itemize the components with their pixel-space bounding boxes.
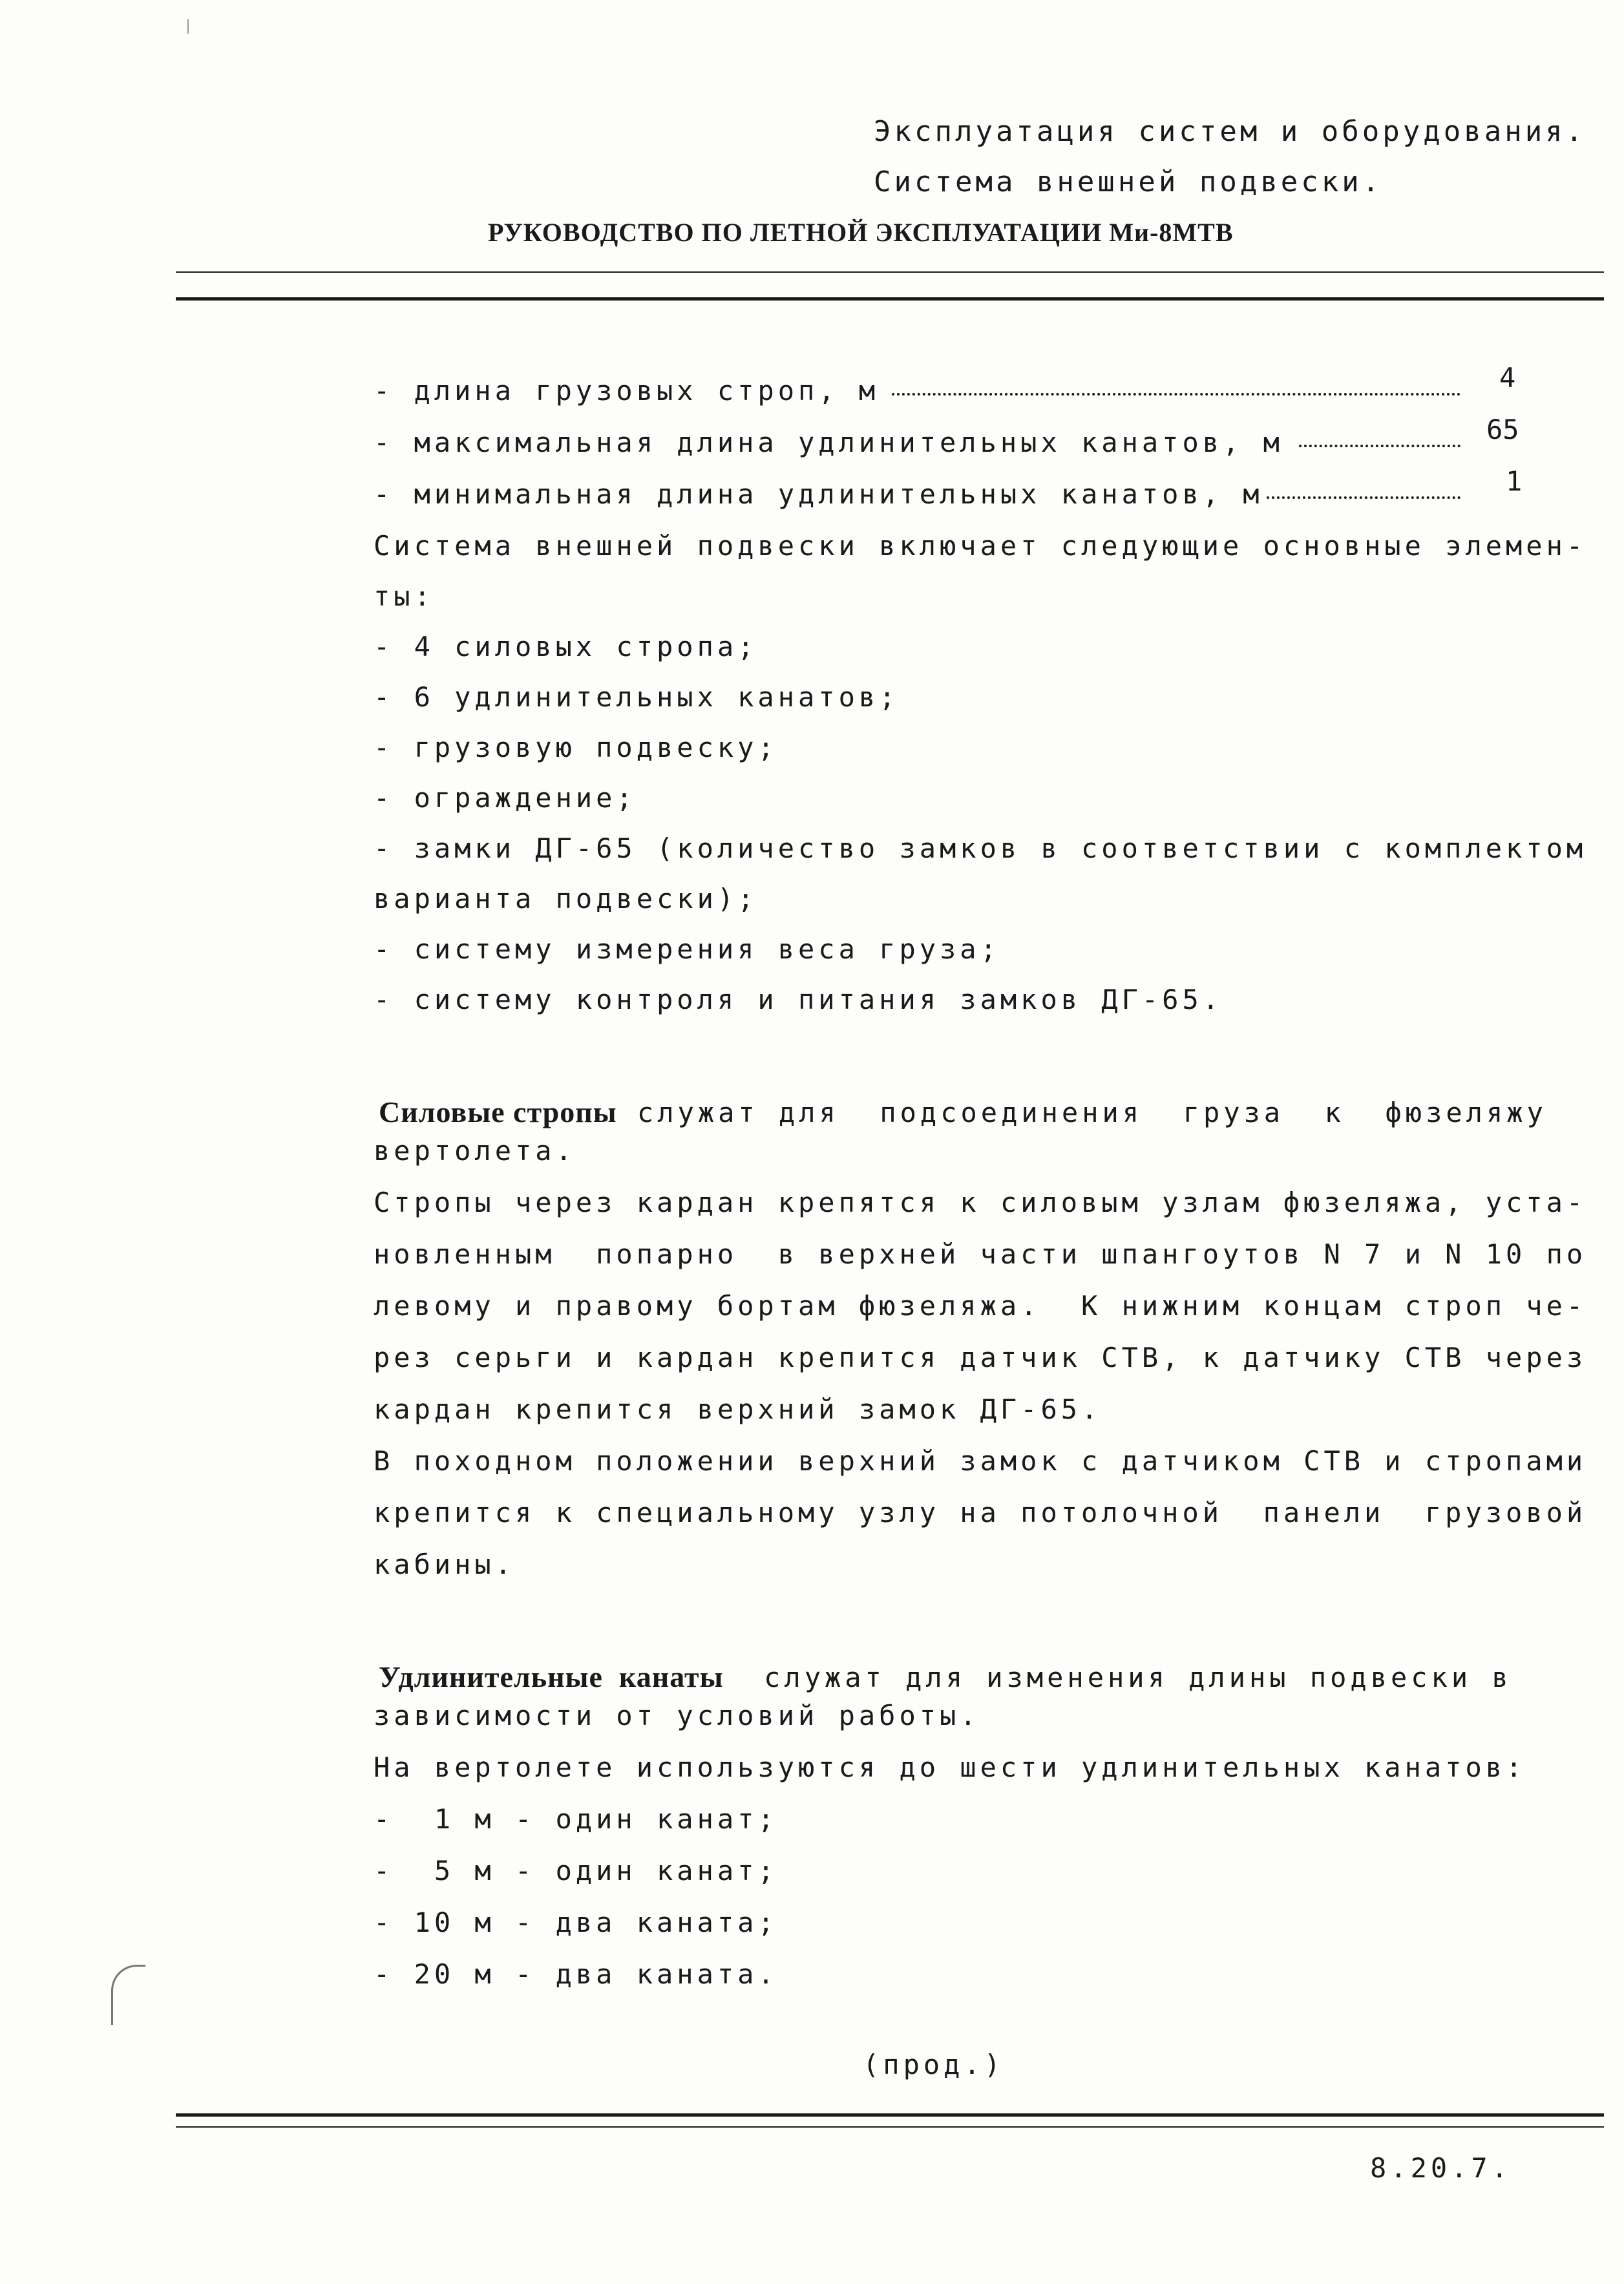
spec-value-2: 65 — [1486, 414, 1519, 445]
section-1-line: В походном положении верхний замок с датчиком СТВ и стропами — [374, 1445, 1587, 1477]
list-item: - 10 м - два каната; — [374, 1907, 778, 1938]
document-title: РУКОВОДСТВО ПО ЛЕТНОЙ ЭКСПЛУАТАЦИИ Ми-8МТВ — [488, 218, 1234, 247]
spec-label-1: - длина грузовых строп, м — [374, 375, 880, 407]
section-1-line-2: вертолета. — [374, 1135, 576, 1167]
list-item: - систему контроля и питания замков ДГ-65. — [374, 984, 1223, 1015]
list-item: - 20 м - два каната. — [374, 1958, 778, 1990]
list-item: - ограждение; — [374, 782, 637, 814]
section-1-line: кардан крепится верхний замок ДГ-65. — [374, 1393, 1102, 1425]
footer-rule-top — [176, 2113, 1604, 2117]
section-1-line: крепится к специальному узлу на потолочной панели грузовой — [374, 1497, 1587, 1528]
spec-label-3: - минимальная длина удлинительных канатов, м — [374, 478, 1263, 510]
intro-line-1: Система внешней подвески включает следующие основные элемен- — [374, 530, 1587, 562]
list-item: - замки ДГ-65 (количество замков в соответствии с комплектом — [374, 832, 1587, 864]
list-item: - грузовую подвеску; — [374, 732, 778, 763]
section-2-line-1-rest: служат для изменения длины подвески в — [723, 1662, 1512, 1693]
section-1-line-1-rest: служат для подсоединения груза к фюзеляжу — [617, 1097, 1547, 1128]
continued-note: (прод.) — [863, 2049, 1005, 2080]
header-line-1: Эксплуатация систем и оборудования. — [874, 115, 1587, 148]
section-2-line-3: На вертолете используются до шести удлинительных канатов: — [374, 1751, 1526, 1783]
spec-value-3: 1 — [1506, 465, 1523, 497]
spec-leader-3 — [1267, 496, 1461, 499]
section-1-line: кабины. — [374, 1549, 516, 1580]
list-item: варианта подвески); — [374, 883, 758, 915]
spec-leader-2 — [1299, 445, 1461, 447]
section-1-line: рез серьги и кардан крепится датчик СТВ, к датчику СТВ через — [374, 1342, 1587, 1373]
section-1-heading: Силовые стропы — [379, 1095, 617, 1128]
list-item: - систему измерения веса груза; — [374, 933, 1000, 965]
section-2-first-line — [374, 1648, 1512, 1694]
header-rule-bottom — [176, 297, 1604, 301]
scan-mark — [111, 1965, 145, 2025]
list-item: - 1 м - один канат; — [374, 1803, 778, 1835]
list-item: - 5 м - один канат; — [374, 1855, 778, 1887]
section-2-heading: Удлинительные канаты — [379, 1660, 724, 1693]
intro-line-2: ты: — [374, 580, 434, 612]
page-number: 8.20.7. — [1370, 2152, 1512, 2184]
spec-label-2: - максимальная длина удлинительных канатов, м — [374, 427, 1283, 458]
scan-mark — [187, 19, 189, 34]
header-line-2: Система внешней подвески. — [874, 165, 1383, 198]
list-item: - 6 удлинительных канатов; — [374, 681, 900, 713]
section-1-first-line — [374, 1083, 1547, 1129]
header-rule-top — [176, 271, 1604, 273]
section-1-line: новленным попарно в верхней части шпангоутов N 7 и N 10 по — [374, 1238, 1587, 1270]
spec-value-1: 4 — [1499, 362, 1516, 394]
list-item: - 4 силовых стропа; — [374, 631, 758, 662]
section-2-line-2: зависимости от условий работы. — [374, 1700, 980, 1731]
spec-leader-1 — [892, 393, 1461, 396]
section-1-line: Стропы через кардан крепятся к силовым узлам фюзеляжа, уста- — [374, 1187, 1587, 1218]
footer-rule-bottom — [176, 2126, 1604, 2128]
section-1-line: левому и правому бортам фюзеляжа. К нижним концам строп че- — [374, 1290, 1587, 1322]
